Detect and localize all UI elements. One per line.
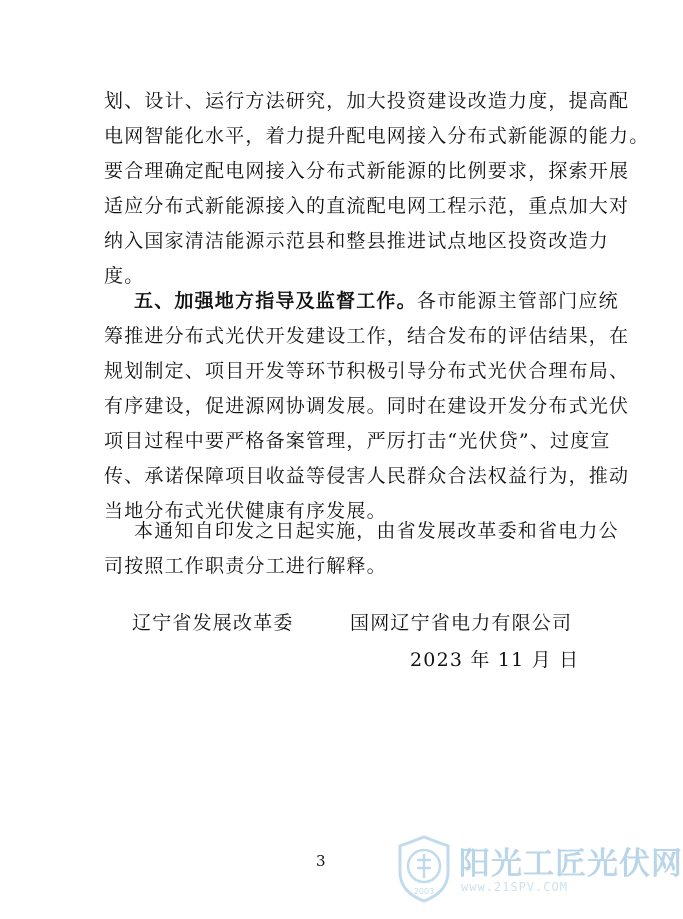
watermark-url: www.21SPV.COM <box>461 880 568 894</box>
paragraph-line: 当地分布式光伏健康有序发展。 <box>104 500 387 522</box>
watermark <box>395 832 683 912</box>
signer-right: 国网辽宁省电力有限公司 <box>350 612 573 634</box>
paragraph-line: 司按照工作职责分工进行解释。 <box>104 555 387 577</box>
paragraph-line: 电网智能化水平，着力提升配电网接入分布式新能源的能力。 <box>104 125 650 147</box>
watermark-title: 阳光工匠光伏网 <box>459 846 683 882</box>
paragraph-2 <box>104 284 630 529</box>
paragraph-line: 要合理确定配电网接入分布式新能源的比例要求，探索开展 <box>104 160 630 182</box>
paragraph-line: 纳入国家清洁能源示范县和整县推进试点地区投资改造力 <box>104 230 610 252</box>
paragraph-line: 筹推进分布式光伏开发建设工作，结合发布的评估结果，在 <box>104 325 630 347</box>
paragraph-line: 适应分布式新能源接入的直流配电网工程示范，重点加大对 <box>104 195 630 217</box>
paragraph-line: 项目过程中要严格备案管理，严厉打击“光伏贷”、过度宣 <box>104 430 611 452</box>
paragraph-line: 本通知自印发之日起实施，由省发展改革委和省电力公 <box>134 520 619 542</box>
paragraph-line: 规划制定、项目开发等环节积极引导分布式光伏合理布局、 <box>104 360 630 382</box>
document-date: 2023 年 11 月 日 <box>410 649 580 671</box>
paragraph-first-line <box>104 284 619 319</box>
paragraph-line: 划、设计、运行方法研究，加大投资建设改造力度，提高配 <box>104 90 630 112</box>
page-number: 3 <box>316 852 326 870</box>
section-heading: 五、加强地方指导及监督工作。 <box>134 290 417 312</box>
paragraph-line: 有序建设，促进源网协调发展。同时在建设开发分布式光伏 <box>104 395 630 417</box>
seal-icon <box>395 834 453 904</box>
signer-left: 辽宁省发展改革委 <box>132 612 294 634</box>
paragraph-line: 度。 <box>104 265 145 287</box>
paragraph-1 <box>104 84 650 294</box>
seal-year: 2003 <box>413 887 435 896</box>
paragraph-line: 传、承诺保障项目收益等侵害人民群众合法权益行为，推动 <box>104 465 630 487</box>
paragraph-3 <box>104 514 619 584</box>
paragraph-text: 各市能源主管部门应统 <box>416 290 619 312</box>
